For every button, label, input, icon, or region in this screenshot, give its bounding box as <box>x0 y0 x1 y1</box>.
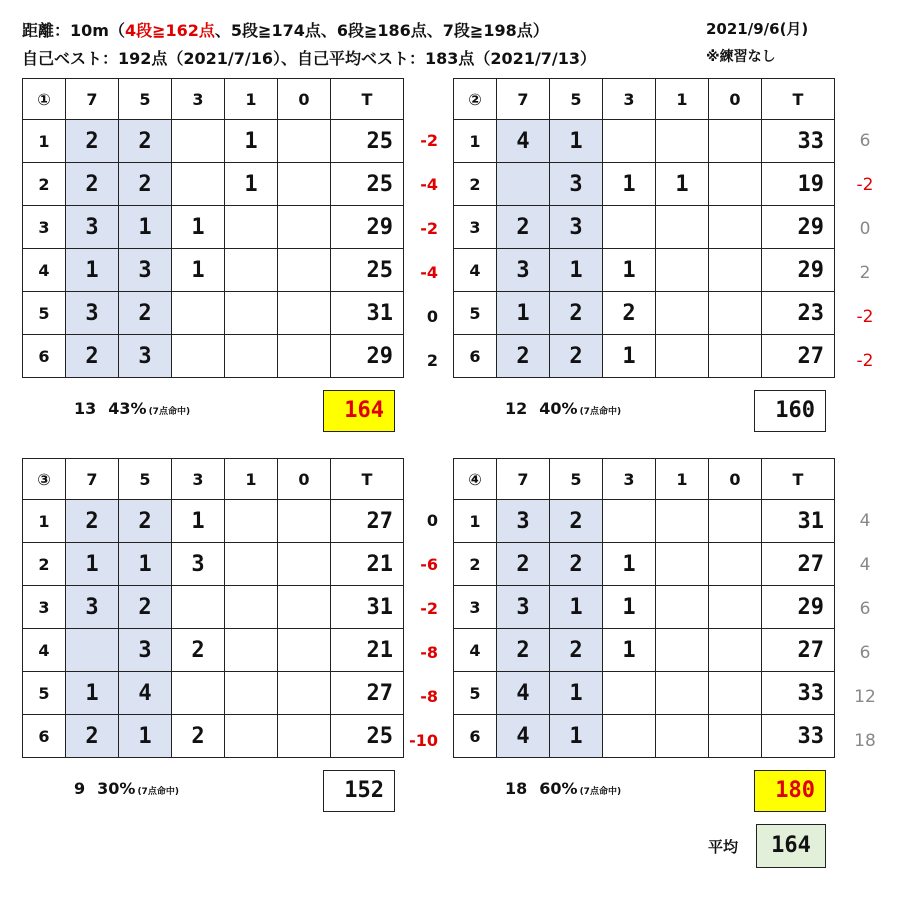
table-row <box>454 500 835 543</box>
table-row <box>454 335 835 378</box>
column-header: 5 <box>119 79 172 120</box>
count-5: 1 <box>550 120 603 163</box>
count-0 <box>278 672 331 715</box>
end-number: 4 <box>454 629 497 672</box>
end-number: 4 <box>23 249 66 292</box>
count-0 <box>709 292 762 335</box>
count-3 <box>603 500 656 543</box>
count-0 <box>278 120 331 163</box>
count-0 <box>278 629 331 672</box>
diff-value: -2 <box>420 599 438 618</box>
column-header: 1 <box>656 459 709 500</box>
hit-count: 12 <box>505 399 528 418</box>
table-row <box>454 629 835 672</box>
count-5: 2 <box>550 292 603 335</box>
table-row <box>454 163 835 206</box>
count-3: 1 <box>172 500 225 543</box>
count-3 <box>172 120 225 163</box>
count-5: 1 <box>119 715 172 758</box>
end-total: 31 <box>331 292 404 335</box>
count-3 <box>603 672 656 715</box>
count-5: 1 <box>119 543 172 586</box>
end-total: 25 <box>331 120 404 163</box>
column-header: 1 <box>225 79 278 120</box>
table-row <box>454 543 835 586</box>
hit-note: (7点命中) <box>579 407 622 417</box>
count-1: 1 <box>225 120 278 163</box>
hit-percent: 30% <box>97 779 136 798</box>
hit-count: 9 <box>74 779 86 798</box>
diff-value: 4 <box>859 555 871 575</box>
average-label: 平均 <box>708 838 739 856</box>
count-1 <box>656 586 709 629</box>
end-number: 6 <box>23 715 66 758</box>
end-number: 5 <box>23 672 66 715</box>
hit-summary <box>74 399 190 418</box>
round-label: ② <box>454 79 497 120</box>
count-1 <box>656 249 709 292</box>
count-0 <box>709 715 762 758</box>
average-value: 164 <box>756 824 826 868</box>
count-1 <box>656 543 709 586</box>
end-total: 27 <box>762 543 835 586</box>
table-row <box>23 629 404 672</box>
column-header: 5 <box>550 459 603 500</box>
column-header: 7 <box>497 459 550 500</box>
column-header: 1 <box>656 79 709 120</box>
diff-value: -2 <box>420 219 438 238</box>
note-label: ※練習なし <box>706 49 776 65</box>
count-0 <box>278 163 331 206</box>
diff-value: -10 <box>409 731 438 750</box>
diff-value: -2 <box>856 307 874 327</box>
hit-note: (7点命中) <box>579 787 622 797</box>
count-5: 3 <box>119 249 172 292</box>
end-total: 33 <box>762 120 835 163</box>
end-number: 2 <box>454 543 497 586</box>
count-7: 2 <box>66 500 119 543</box>
count-7: 1 <box>66 249 119 292</box>
table-row <box>23 500 404 543</box>
count-5: 2 <box>119 292 172 335</box>
end-total: 27 <box>331 672 404 715</box>
end-total: 31 <box>762 500 835 543</box>
count-1: 1 <box>656 163 709 206</box>
diff-value: -8 <box>420 687 438 706</box>
column-header: T <box>331 79 404 120</box>
end-number: 1 <box>454 120 497 163</box>
count-1 <box>225 292 278 335</box>
count-0 <box>709 543 762 586</box>
diff-value: -4 <box>420 175 438 194</box>
table-row <box>23 163 404 206</box>
round-label: ④ <box>454 459 497 500</box>
table-row <box>454 206 835 249</box>
diff-column-round-3 <box>398 499 438 763</box>
round-label: ① <box>23 79 66 120</box>
column-header: 5 <box>550 79 603 120</box>
count-1: 1 <box>225 163 278 206</box>
count-1 <box>225 586 278 629</box>
diff-value: -2 <box>420 131 438 150</box>
column-header: 7 <box>497 79 550 120</box>
count-5: 1 <box>119 206 172 249</box>
count-0 <box>278 543 331 586</box>
round-total: 160 <box>754 390 826 432</box>
personal-best-line: 自己ベスト：192点（2021/7/16）、自己平均ベスト：183点（2021/7/13） <box>22 49 597 68</box>
count-7: 3 <box>497 500 550 543</box>
count-7: 1 <box>66 672 119 715</box>
end-number: 2 <box>23 543 66 586</box>
count-3: 1 <box>603 163 656 206</box>
column-header: 1 <box>225 459 278 500</box>
column-header: T <box>762 459 835 500</box>
hit-note: (7点命中) <box>137 787 179 797</box>
count-3: 2 <box>172 629 225 672</box>
column-header: 0 <box>709 79 762 120</box>
count-5: 1 <box>550 672 603 715</box>
round-total: 180 <box>754 770 826 812</box>
count-0 <box>709 629 762 672</box>
count-3: 1 <box>603 586 656 629</box>
count-5: 3 <box>119 335 172 378</box>
table-row <box>23 672 404 715</box>
count-7: 3 <box>66 586 119 629</box>
count-5: 2 <box>550 543 603 586</box>
table-row <box>454 672 835 715</box>
end-total: 19 <box>762 163 835 206</box>
count-0 <box>709 672 762 715</box>
table-row <box>23 543 404 586</box>
hit-summary <box>74 779 179 798</box>
count-1 <box>656 500 709 543</box>
diff-value: -2 <box>856 351 874 371</box>
count-1 <box>656 292 709 335</box>
end-number: 6 <box>23 335 66 378</box>
count-0 <box>278 335 331 378</box>
end-number: 1 <box>23 120 66 163</box>
end-number: 3 <box>454 206 497 249</box>
diff-value: 0 <box>426 511 438 530</box>
count-5: 1 <box>550 586 603 629</box>
count-5: 4 <box>119 672 172 715</box>
count-7: 2 <box>497 206 550 249</box>
count-7: 2 <box>66 715 119 758</box>
column-header: T <box>762 79 835 120</box>
diff-column-round-1 <box>398 119 438 383</box>
hit-note: (7点命中) <box>148 407 191 417</box>
count-0 <box>709 249 762 292</box>
count-0 <box>278 500 331 543</box>
count-5: 2 <box>119 120 172 163</box>
count-1 <box>225 672 278 715</box>
count-3 <box>172 672 225 715</box>
count-7: 2 <box>66 120 119 163</box>
count-7: 2 <box>66 335 119 378</box>
end-number: 6 <box>454 715 497 758</box>
column-header: 3 <box>603 459 656 500</box>
count-5: 1 <box>550 715 603 758</box>
hit-percent: 40% <box>539 399 578 418</box>
count-7: 4 <box>497 672 550 715</box>
end-number: 3 <box>454 586 497 629</box>
count-0 <box>278 206 331 249</box>
end-number: 4 <box>23 629 66 672</box>
count-1 <box>656 206 709 249</box>
count-1 <box>225 206 278 249</box>
table-row <box>454 292 835 335</box>
end-total: 27 <box>331 500 404 543</box>
end-number: 5 <box>454 672 497 715</box>
count-3: 1 <box>172 206 225 249</box>
diff-value: -6 <box>420 555 438 574</box>
hit-summary <box>505 779 621 798</box>
end-total: 29 <box>762 586 835 629</box>
count-3: 1 <box>603 543 656 586</box>
count-0 <box>278 292 331 335</box>
table-row <box>454 120 835 163</box>
end-total: 27 <box>762 629 835 672</box>
diff-value: -4 <box>420 263 438 282</box>
hit-percent: 60% <box>539 779 578 798</box>
hit-summary <box>505 399 621 418</box>
column-header: 3 <box>172 79 225 120</box>
count-3 <box>603 206 656 249</box>
distance-line <box>22 18 549 41</box>
count-1 <box>656 715 709 758</box>
table-row <box>454 586 835 629</box>
count-7: 4 <box>497 715 550 758</box>
count-7: 2 <box>497 629 550 672</box>
count-3 <box>603 715 656 758</box>
count-3 <box>172 335 225 378</box>
count-5: 2 <box>119 586 172 629</box>
end-total: 31 <box>331 586 404 629</box>
count-7: 1 <box>66 543 119 586</box>
count-1 <box>656 120 709 163</box>
count-0 <box>709 163 762 206</box>
count-5: 2 <box>550 629 603 672</box>
count-7: 3 <box>497 249 550 292</box>
end-number: 3 <box>23 586 66 629</box>
count-5: 2 <box>550 335 603 378</box>
round-total: 152 <box>323 770 395 812</box>
diff-value: 4 <box>859 511 871 531</box>
end-total: 29 <box>331 335 404 378</box>
count-0 <box>278 586 331 629</box>
count-1 <box>656 629 709 672</box>
end-total: 29 <box>762 206 835 249</box>
column-header: 3 <box>172 459 225 500</box>
round-total: 164 <box>323 390 395 432</box>
count-3: 2 <box>603 292 656 335</box>
count-3: 1 <box>603 249 656 292</box>
end-number: 1 <box>23 500 66 543</box>
count-1 <box>225 629 278 672</box>
count-5: 2 <box>119 163 172 206</box>
end-number: 6 <box>454 335 497 378</box>
count-1 <box>225 335 278 378</box>
table-row <box>454 715 835 758</box>
end-total: 29 <box>762 249 835 292</box>
count-7: 2 <box>497 543 550 586</box>
end-total: 25 <box>331 163 404 206</box>
count-7 <box>497 163 550 206</box>
count-0 <box>709 206 762 249</box>
score-table-round-2 <box>453 78 835 378</box>
date-label: 2021/9/6(月) <box>706 20 809 38</box>
count-7: 3 <box>66 292 119 335</box>
count-5: 3 <box>550 163 603 206</box>
diff-column-round-2 <box>845 119 885 383</box>
count-5: 2 <box>119 500 172 543</box>
count-3 <box>172 586 225 629</box>
count-3 <box>172 292 225 335</box>
count-0 <box>709 120 762 163</box>
count-5: 3 <box>550 206 603 249</box>
count-1 <box>225 249 278 292</box>
diff-value: -2 <box>856 175 874 195</box>
count-0 <box>709 335 762 378</box>
diff-value: 6 <box>859 643 871 663</box>
end-total: 33 <box>762 715 835 758</box>
hit-count: 13 <box>74 399 97 418</box>
diff-value: 2 <box>859 263 871 283</box>
count-3: 2 <box>172 715 225 758</box>
diff-value: 0 <box>426 307 438 326</box>
table-row <box>23 206 404 249</box>
diff-column-round-4 <box>845 499 885 763</box>
end-total: 33 <box>762 672 835 715</box>
count-1 <box>225 500 278 543</box>
table-row <box>23 292 404 335</box>
end-number: 3 <box>23 206 66 249</box>
count-3: 3 <box>172 543 225 586</box>
count-7: 2 <box>497 335 550 378</box>
column-header: 5 <box>119 459 172 500</box>
end-total: 21 <box>331 543 404 586</box>
end-number: 1 <box>454 500 497 543</box>
count-3 <box>603 120 656 163</box>
table-row <box>23 586 404 629</box>
table-row <box>23 335 404 378</box>
end-number: 2 <box>454 163 497 206</box>
score-table-round-1 <box>22 78 404 378</box>
column-header: 3 <box>603 79 656 120</box>
count-3: 1 <box>603 335 656 378</box>
count-0 <box>709 586 762 629</box>
hit-count: 18 <box>505 779 528 798</box>
count-5: 1 <box>550 249 603 292</box>
end-total: 23 <box>762 292 835 335</box>
end-number: 5 <box>23 292 66 335</box>
table-row <box>23 249 404 292</box>
count-7 <box>66 629 119 672</box>
round-label: ③ <box>23 459 66 500</box>
count-1 <box>656 335 709 378</box>
diff-value: 2 <box>426 351 438 370</box>
diff-value: -8 <box>420 643 438 662</box>
hit-percent: 43% <box>108 399 147 418</box>
end-number: 4 <box>454 249 497 292</box>
distance-suffix: 、5段≧174点、6段≧186点、7段≧198点） <box>214 21 549 40</box>
column-header: 0 <box>278 79 331 120</box>
end-total: 25 <box>331 249 404 292</box>
count-5: 2 <box>550 500 603 543</box>
count-7: 3 <box>497 586 550 629</box>
diff-value: 6 <box>859 599 871 619</box>
count-1 <box>225 543 278 586</box>
count-7: 3 <box>66 206 119 249</box>
count-7: 1 <box>497 292 550 335</box>
column-header: T <box>331 459 404 500</box>
count-3 <box>172 163 225 206</box>
table-row <box>23 120 404 163</box>
score-table-round-3 <box>22 458 404 758</box>
column-header: 7 <box>66 79 119 120</box>
diff-value: 6 <box>859 131 871 151</box>
count-3: 1 <box>172 249 225 292</box>
distance-prefix: 距離：10m（ <box>22 21 125 40</box>
distance-red-threshold: 4段≧162点 <box>124 21 215 40</box>
end-total: 25 <box>331 715 404 758</box>
count-1 <box>656 672 709 715</box>
count-7: 2 <box>66 163 119 206</box>
count-0 <box>278 249 331 292</box>
count-0 <box>709 500 762 543</box>
diff-value: 12 <box>854 687 876 707</box>
count-1 <box>225 715 278 758</box>
count-3: 1 <box>603 629 656 672</box>
column-header: 0 <box>278 459 331 500</box>
end-number: 5 <box>454 292 497 335</box>
count-5: 3 <box>119 629 172 672</box>
end-total: 29 <box>331 206 404 249</box>
column-header: 0 <box>709 459 762 500</box>
table-row <box>454 249 835 292</box>
diff-value: 0 <box>859 219 871 239</box>
end-number: 2 <box>23 163 66 206</box>
count-7: 4 <box>497 120 550 163</box>
count-0 <box>278 715 331 758</box>
column-header: 7 <box>66 459 119 500</box>
diff-value: 18 <box>854 731 876 751</box>
end-total: 27 <box>762 335 835 378</box>
table-row <box>23 715 404 758</box>
score-table-round-4 <box>453 458 835 758</box>
end-total: 21 <box>331 629 404 672</box>
